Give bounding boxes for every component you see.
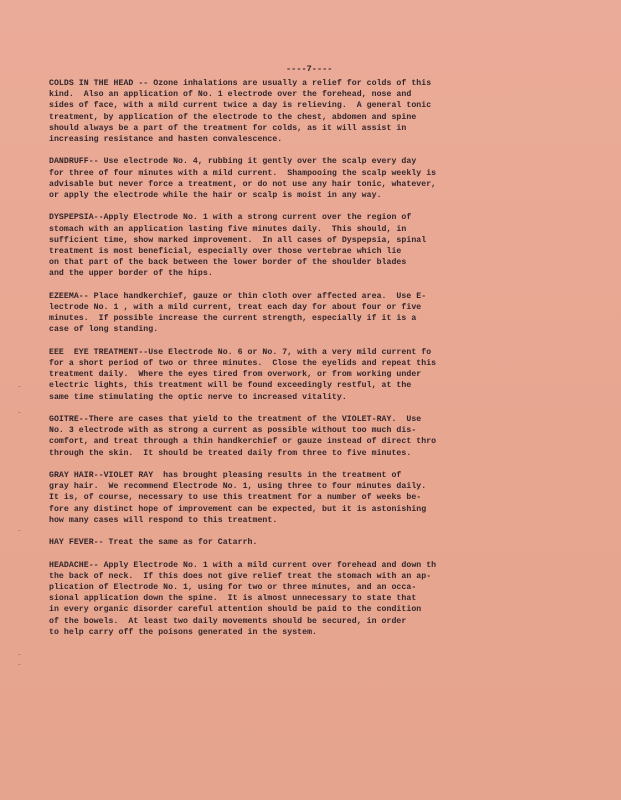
text-line: advisable but never force a treatment, or do not use any hair tonic, whatever, (49, 179, 437, 189)
text-line: on that part of the back between the lower border of the shoulder blades (49, 258, 407, 268)
text-line: how many cases will respond to this treatment. (49, 515, 278, 525)
paragraph (49, 78, 619, 145)
text-line: It is, of course, necessary to use this treatment for a number of weeks be- (49, 493, 422, 503)
text-line: case of long standing. (49, 325, 159, 335)
margin-mark (18, 654, 21, 655)
margin-mark (18, 386, 21, 387)
paragraph (49, 470, 619, 526)
text-line: plication of Electrode No. 1, using for two or three minutes, and an occa- (49, 583, 417, 593)
text-line: DANDRUFF-- Use electrode No. 4, rubbing it gently over the scalp every day (49, 157, 417, 167)
paragraph (49, 560, 619, 638)
text-line: the back of neck. If this does not give relief treat the stomach with an ap- (49, 571, 432, 581)
text-line: gray hair. We recommend Electrode No. 1, using three to four minutes daily. (49, 482, 427, 492)
text-line: HAY FEVER-- Treat the same as for Catarrh. (49, 538, 258, 548)
text-line: comfort, and treat through a thin handkerchief or gauze instead of direct thro (49, 437, 437, 447)
text-line: fore any distinct hope of improvement can be expected, but it is astonishing (49, 504, 427, 514)
paragraph (49, 291, 619, 336)
paragraph (49, 347, 619, 403)
paragraph (49, 212, 619, 279)
text-line: lectrode No. 1 , with a mild current, treat each day for about four or five (49, 303, 422, 313)
text-line: sufficient time, show marked improvement. In all cases of Dyspepsia, spinal (49, 235, 427, 245)
text-line: for a short period of two or three minutes. Close the eyelids and repeat this (49, 359, 437, 369)
text-line: through the skin. It should be treated daily from three to five minutes. (49, 448, 412, 458)
text-line: minutes. If possible increase the current strength, especially if it is a (49, 314, 417, 324)
text-line: EEE EYE TREATMENT--Use Electrode No. 6 or No. 7, with a very mild current fo (49, 347, 432, 357)
text-line: stomach with an application lasting five minutes daily. This should, in (49, 224, 407, 234)
margin-mark (18, 664, 21, 665)
text-line: kind. Also an application of No. 1 electrode over the forehead, nose and (49, 90, 412, 100)
text-line: treatment, by application of the electrode to the chest, abdomen and spine (49, 112, 417, 122)
text-line: treatment is most beneficial, especially over those vertebrae which lie (49, 247, 402, 257)
paragraph (49, 537, 619, 548)
text-line: HEADACHE-- Apply Electrode No. 1 with a mild current over forehead and down th (49, 560, 437, 570)
page-body (49, 78, 619, 649)
text-line: for three of four minutes with a mild current. Shampooing the scalp weekly is (49, 168, 437, 178)
text-line: of the bowels. At least two daily movements should be secured, in order (49, 616, 407, 626)
text-line: sides of face, with a mild current twice a day is relieving. A general tonic (49, 101, 432, 111)
text-line: EZEEMA-- Place handkerchief, gauze or thin cloth over affected area. Use E- (49, 291, 427, 301)
margin-mark (18, 530, 21, 531)
text-line: to help carry off the poisons generated in the system. (49, 627, 318, 637)
text-line: in every organic disorder careful attention should be paid to the condition (49, 605, 422, 615)
text-line: COLDS IN THE HEAD -- Ozone inhalations are usually a relief for colds of this (49, 79, 432, 88)
text-line: GOITRE--There are cases that yield to the treatment of the VIOLET-RAY. Use (49, 415, 422, 425)
text-line: or apply the electrode while the hair or scalp is moist in any way. (49, 191, 382, 201)
page-number: ----7---- (286, 64, 333, 74)
paragraph (49, 414, 619, 459)
margin-mark (18, 412, 21, 413)
paragraph (49, 156, 619, 201)
text-line: sional application down the spine. It is almost unnecessary to state that (49, 594, 417, 604)
text-line: should always be a part of the treatment for colds, as it will assist in (49, 123, 407, 133)
text-line: GRAY HAIR--VIOLET RAY has brought pleasing results in the treatment of (49, 471, 402, 481)
text-line: No. 3 electrode with as strong a current as possible without too much dis- (49, 426, 417, 436)
text-line: increasing resistance and hasten convalescence. (49, 135, 283, 145)
text-line: electric lights, this treatment will be found exceedingly restful, at the (49, 381, 412, 391)
text-line: and the upper border of the hips. (49, 269, 213, 279)
text-line: same time stimulating the optic nerve to increased vitality. (49, 392, 347, 402)
text-line: DYSPEPSIA--Apply Electrode No. 1 with a strong current over the region of (49, 213, 412, 223)
text-line: treatment daily. Where the eyes tired from overwork, or from working under (49, 370, 422, 380)
